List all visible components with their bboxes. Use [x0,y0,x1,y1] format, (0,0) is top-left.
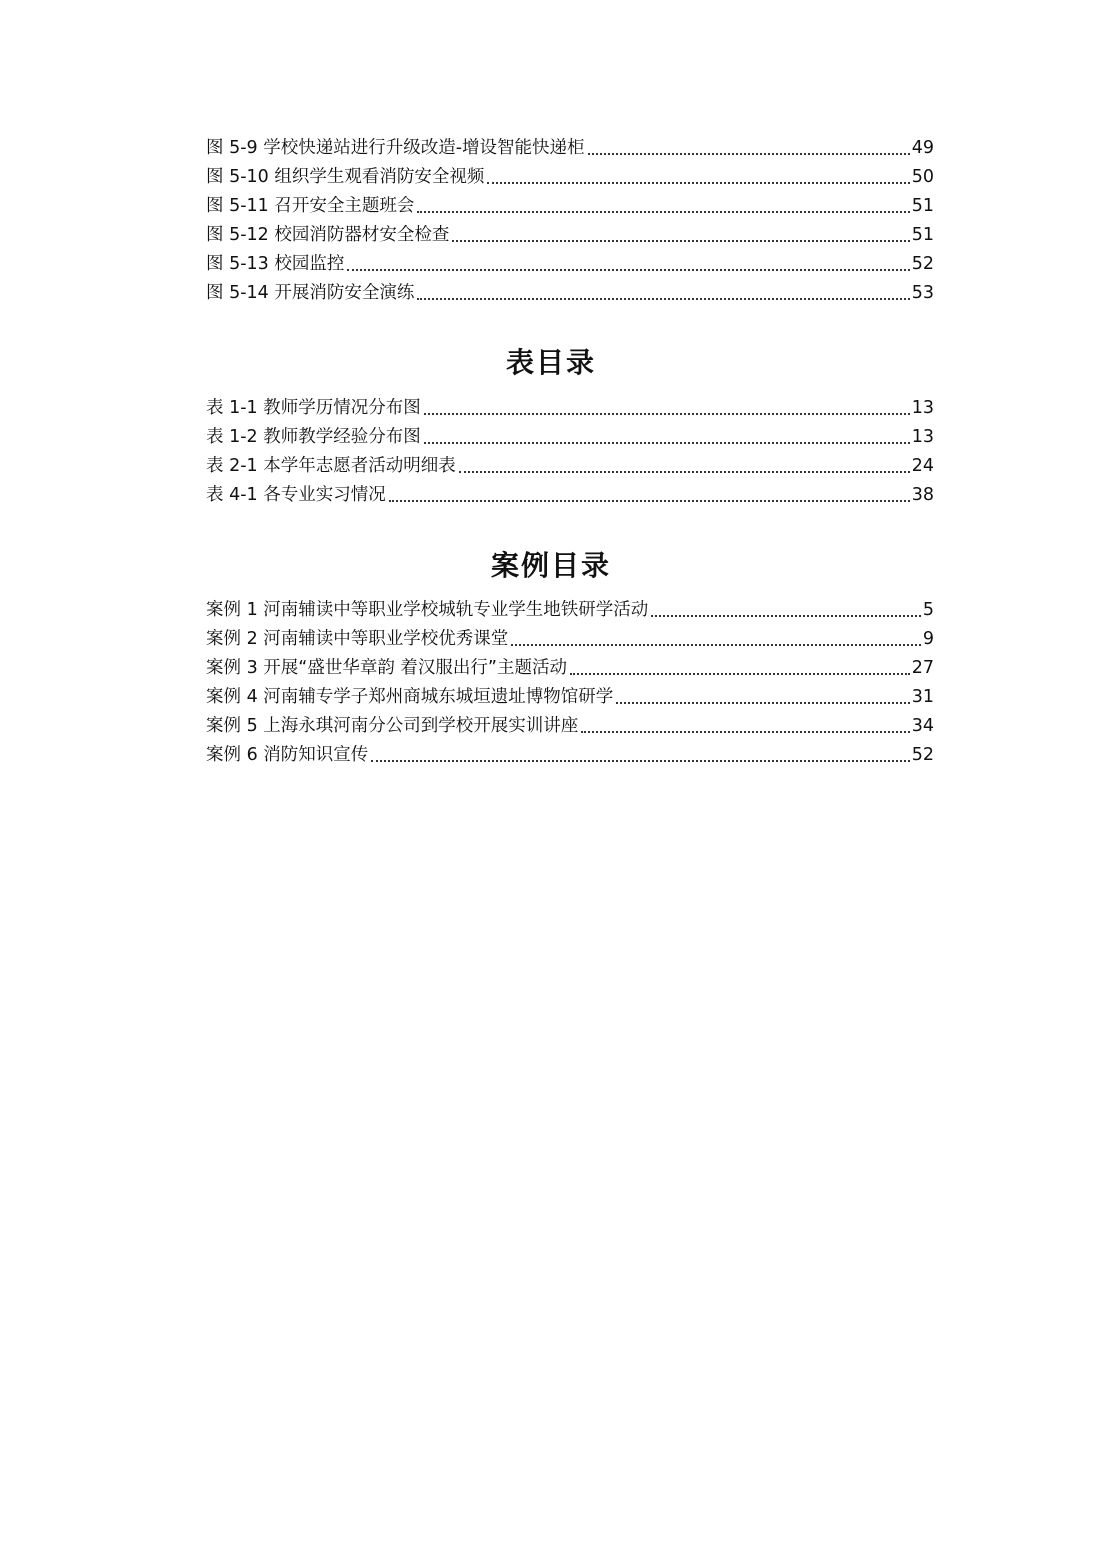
entry-label: 表 1-1 教师学历情况分布图 [206,398,421,418]
entry-page-number: 38 [911,485,934,505]
entry-page-number: 13 [911,398,934,418]
toc-entry[interactable] [206,163,934,192]
entry-label: 案例 3 开展“盛世华章韵 着汉服出行”主题活动 [206,658,567,678]
toc-entry[interactable] [206,625,934,654]
entry-label: 表 1-2 教师教学经验分布图 [206,427,421,447]
entry-label: 案例 5 上海永琪河南分公司到学校开展实训讲座 [206,716,579,736]
dot-leader [371,760,909,762]
dot-leader [347,269,909,271]
entry-page-number: 27 [911,658,934,678]
toc-entry[interactable] [206,683,934,712]
entry-label: 图 5-11 召开安全主题班会 [206,196,415,216]
entry-label: 案例 6 消防知识宣传 [206,745,369,765]
dot-leader [424,413,910,415]
entry-page-number: 51 [911,196,934,216]
toc-entry[interactable] [206,250,934,279]
dot-leader [487,182,909,184]
entry-label: 图 5-9 学校快递站进行升级改造-增设智能快递柜 [206,138,585,158]
cases-heading: 案例目录 [490,549,611,582]
toc-entry[interactable] [206,596,934,625]
dot-leader [651,615,921,617]
dot-leader [570,673,910,675]
entry-page-number: 5 [922,600,934,620]
toc-entry[interactable] [206,221,934,250]
entry-page-number: 53 [911,283,934,303]
dot-leader [616,702,909,704]
table-list [206,394,934,510]
toc-entry[interactable] [206,192,934,221]
entry-page-number: 52 [911,745,934,765]
toc-entry[interactable] [206,452,934,481]
entry-label: 图 5-13 校园监控 [206,254,345,274]
dot-leader [417,298,909,300]
figure-list [206,134,934,308]
entry-page-number: 24 [911,456,934,476]
toc-entry[interactable] [206,741,934,770]
entry-page-number: 31 [911,687,934,707]
toc-entry[interactable] [206,481,934,510]
entry-page-number: 52 [911,254,934,274]
dot-leader [417,211,909,213]
entry-label: 图 5-14 开展消防安全演练 [206,283,415,303]
toc-entry[interactable] [206,279,934,308]
entry-page-number: 9 [922,629,934,649]
dot-leader [511,644,921,646]
dot-leader [459,471,910,473]
entry-page-number: 51 [911,225,934,245]
entry-page-number: 49 [911,138,934,158]
dot-leader [389,500,910,502]
toc-entry[interactable] [206,712,934,741]
toc-entry[interactable] [206,423,934,452]
dot-leader [452,240,909,242]
entry-label: 案例 1 河南辅读中等职业学校城轨专业学生地铁研学活动 [206,600,649,620]
dot-leader [581,731,909,733]
entry-label: 表 2-1 本学年志愿者活动明细表 [206,456,456,476]
entry-page-number: 13 [911,427,934,447]
toc-entry[interactable] [206,134,934,163]
toc-entry[interactable] [206,394,934,423]
toc-entry[interactable] [206,654,934,683]
entry-label: 表 4-1 各专业实习情况 [206,485,386,505]
dot-leader [424,442,910,444]
entry-page-number: 34 [911,716,934,736]
entry-label: 案例 4 河南辅专学子郑州商城东城垣遗址博物馆研学 [206,687,614,707]
tables-heading: 表目录 [505,346,596,379]
entry-label: 图 5-10 组织学生观看消防安全视频 [206,167,485,187]
dot-leader [588,153,910,155]
case-list [206,596,934,770]
entry-label: 案例 2 河南辅读中等职业学校优秀课堂 [206,629,509,649]
entry-page-number: 50 [911,167,934,187]
entry-label: 图 5-12 校园消防器材安全检查 [206,225,450,245]
